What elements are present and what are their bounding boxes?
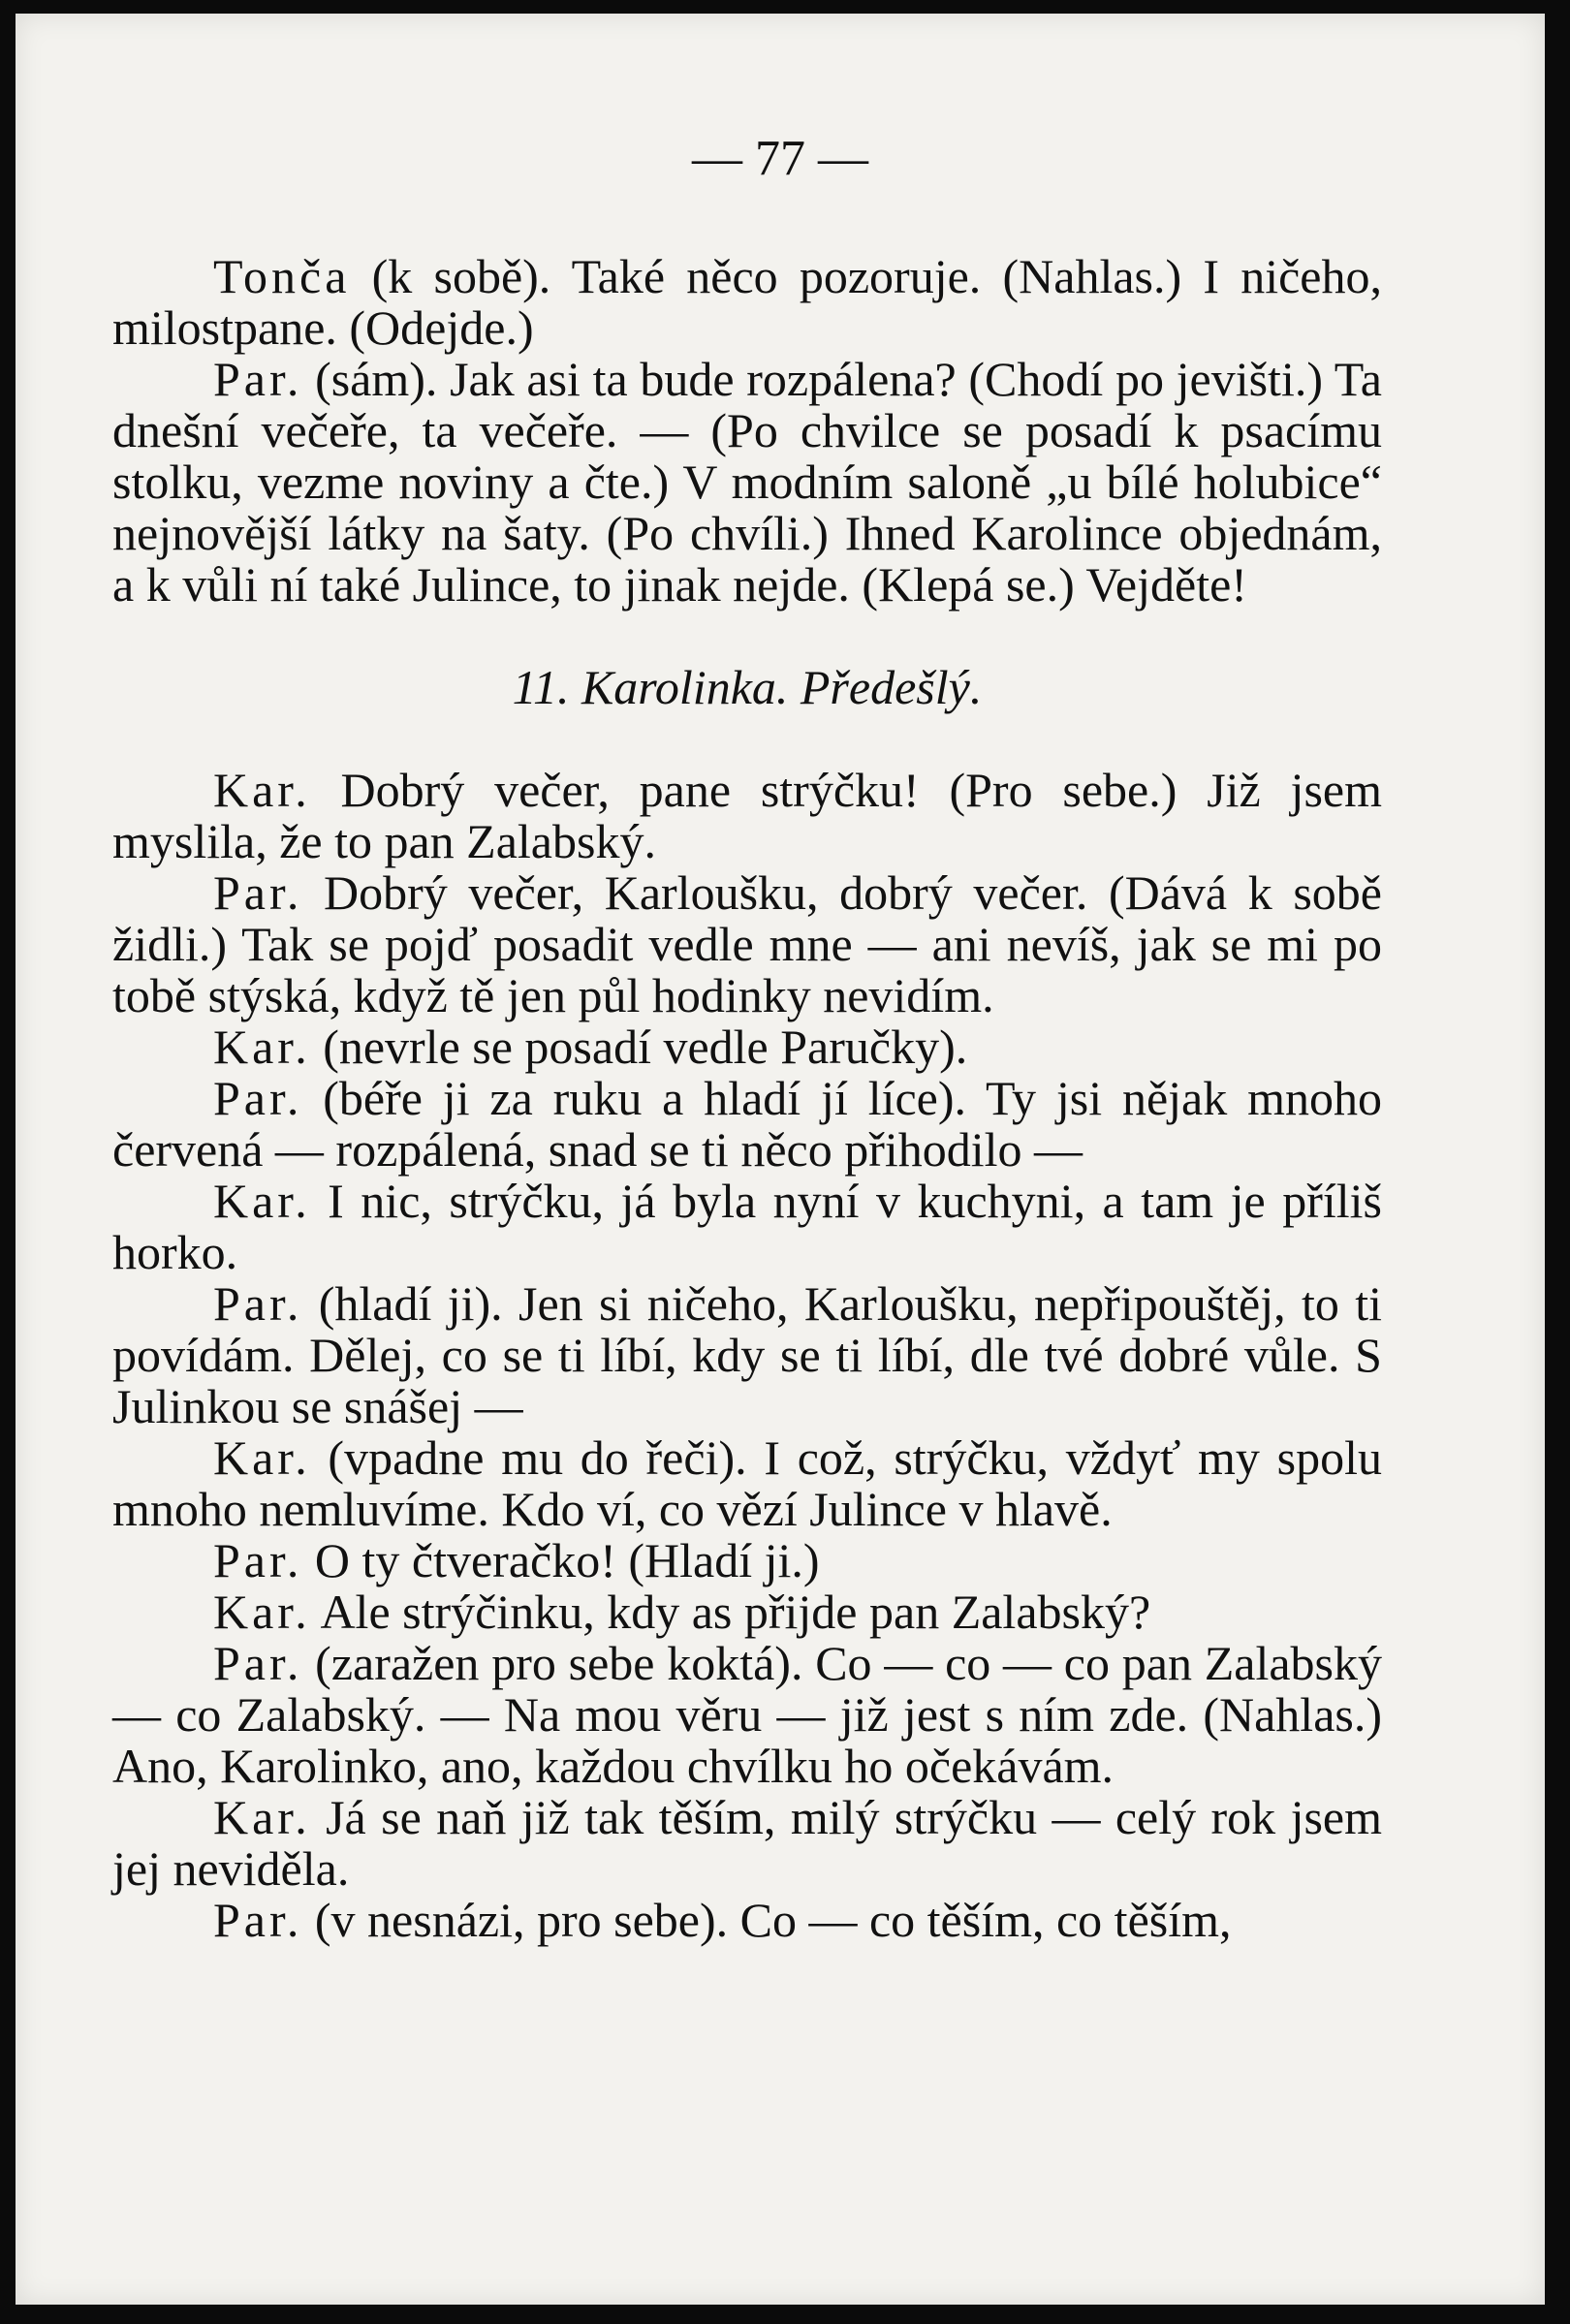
speaker-name: Kar.: [213, 1174, 311, 1228]
speaker-name: Par.: [213, 1636, 303, 1690]
dialogue-text: Dobrý večer, Karloušku, dobrý večer. (Dává k sobě židli.) Tak se pojď posadit vedle mne — ani nevíš, jak se mi po tobě stýská, když tě jen půl hodinky nevidím.: [112, 865, 1382, 1022]
dialogue-text: O ty čtveračko! (Hladí ji.): [302, 1533, 820, 1587]
dialogue-paragraph: [112, 1073, 1382, 1176]
dialogue-paragraph: [112, 1432, 1382, 1535]
dialogue-paragraph: [112, 1535, 1382, 1586]
dialogue-paragraph: [112, 1176, 1382, 1278]
speaker-name: Kar.: [213, 763, 311, 817]
speaker-name: Par.: [213, 865, 303, 920]
page-number: — 77 —: [692, 131, 868, 186]
speaker-name: Par.: [213, 1533, 303, 1587]
dialogue-text: (k sobě). Také něco pozoruje. (Nahlas.) I ničeho, milostpane. (Odejde.): [112, 249, 1382, 355]
dialogue-paragraph: [112, 765, 1382, 867]
dialogue-text: I nic, strýčku, já byla nyní v kuchyni, a tam je příliš horko.: [112, 1174, 1382, 1279]
dialogue-text: (vpadne mu do řeči). I což, strýčku, vždyť my spolu mnoho nemluvíme. Kdo ví, co vězí Julince v hlavě.: [112, 1430, 1382, 1536]
dialogue-paragraph: [112, 251, 1382, 354]
body-text: [112, 251, 1382, 1946]
dialogue-paragraph: [112, 1638, 1382, 1792]
dialogue-text: Já se naň již tak těším, milý strýčku — celý rok jsem jej neviděla.: [112, 1790, 1382, 1896]
speaker-name: Par.: [213, 1276, 303, 1331]
dialogue-paragraph: [112, 1278, 1382, 1432]
speaker-name: Par.: [213, 1893, 303, 1947]
dialogue-text: (hladí ji). Jen si ničeho, Karloušku, nepřipouštěj, to ti povídám. Dělej, co se ti líbí, kdy se ti líbí, dle tvé dobré vůle. S Julinkou se snášej —: [112, 1276, 1382, 1433]
speaker-name: Kar.: [213, 1020, 311, 1074]
speaker-name: Tonča: [213, 249, 351, 303]
book-page: [16, 14, 1545, 2305]
dialogue-text: (sám). Jak asi ta bude rozpálena? (Chodí po jevišti.) Ta dnešní večeře, ta večeře. — (Po chvilce se posadí k psacímu stolku, vezme noviny a čte.) V modním saloně „u bílé holubice“ nejnovější látky na šaty. (Po chvíli.) Ihned Karolince objednám, a k vůli ní také Julince, to jinak nejde. (Klepá se.) Vejděte!: [112, 352, 1382, 612]
dialogue-text: (nevrle se posadí vedle Paručky).: [310, 1020, 968, 1074]
speaker-name: Kar.: [213, 1790, 311, 1844]
speaker-name: Kar.: [213, 1430, 311, 1485]
dialogue-paragraph: [112, 1586, 1382, 1638]
dialogue-text: (v nesnázi, pro sebe). Co — co těším, co těším,: [302, 1893, 1232, 1947]
dialogue-text: Ale strýčinku, kdy as přijde pan Zalabský?: [310, 1585, 1151, 1639]
speaker-name: Kar.: [213, 1585, 311, 1639]
dialogue-text: (zaražen pro sebe koktá). Co — co — co pan Zalabský — co Zalabský. — Na mou věru — již jest s ním zde. (Nahlas.) Ano, Karolinko, ano, každou chvílku ho očekávám.: [112, 1636, 1382, 1793]
dialogue-after: [112, 765, 1382, 1946]
dialogue-text: (béře ji za ruku a hladí jí líce). Ty jsi nějak mnoho červená — rozpálená, snad se ti něco přihodilo —: [112, 1071, 1382, 1177]
dialogue-paragraph: [112, 867, 1382, 1021]
dialogue-paragraph: [112, 1792, 1382, 1895]
section-heading: 11. Karolinka. Předešlý.: [512, 660, 983, 714]
dialogue-paragraph: [112, 1895, 1382, 1946]
dialogue-paragraph: [112, 1021, 1382, 1073]
speaker-name: Par.: [213, 352, 303, 406]
dialogue-paragraph: [112, 354, 1382, 611]
dialogue-text: Dobrý večer, pane strýčku! (Pro sebe.) Již jsem myslila, že to pan Zalabský.: [112, 763, 1382, 868]
dialogue-before: [112, 251, 1382, 611]
speaker-name: Par.: [213, 1071, 303, 1125]
